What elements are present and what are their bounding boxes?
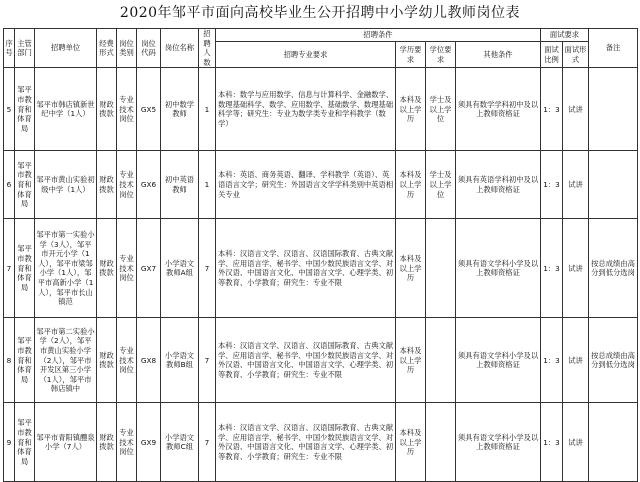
cell-seq: 6	[4, 151, 15, 219]
cell-dept: 邹平市教育和体育局	[15, 151, 35, 219]
header-interview: 面试要求	[541, 29, 589, 42]
header-ratio: 面试比例	[541, 41, 563, 68]
cell-seq: 9	[4, 403, 15, 482]
cell-fund: 财政拨款	[97, 68, 117, 151]
cell-position-name: 小学语文教师B组	[161, 318, 199, 403]
table-body	[4, 68, 638, 482]
cell-fund: 财政拨款	[97, 318, 117, 403]
table-row	[4, 68, 638, 151]
cell-fund: 财政拨款	[97, 403, 117, 482]
cell-ratio: 1：3	[541, 219, 563, 318]
cell-seq: 7	[4, 219, 15, 318]
cell-ratio: 1：3	[541, 318, 563, 403]
cell-other: 须具有数学学科初中及以上教师资格证	[456, 68, 541, 151]
cell-code: GX5	[137, 68, 161, 151]
cell-form: 试讲	[563, 151, 589, 219]
cell-code: GX6	[137, 151, 161, 219]
job-position-table	[3, 28, 638, 482]
cell-fund: 财政拨款	[97, 151, 117, 219]
cell-code: GX8	[137, 318, 161, 403]
cell-other: 须具有语文学科小学及以上教师资格证	[456, 318, 541, 403]
cell-unit: 邹平市韩店镇新世纪中学（1人）	[35, 68, 97, 151]
cell-remark	[589, 68, 638, 151]
cell-form: 试讲	[563, 318, 589, 403]
cell-position-name: 初中数学教师	[161, 68, 199, 151]
cell-seq: 5	[4, 68, 15, 151]
cell-remark: 按总成绩由高分到低分选岗	[589, 219, 638, 318]
cell-position-name: 初中英语教师	[161, 151, 199, 219]
cell-category: 专业技术岗位	[117, 219, 137, 318]
cell-other: 须具有语文学科小学及以上教师资格证	[456, 403, 541, 482]
header-dept: 主管部门	[15, 29, 35, 68]
cell-degree	[426, 403, 456, 482]
cell-category: 专业技术岗位	[117, 68, 137, 151]
cell-seq: 8	[4, 318, 15, 403]
cell-unit: 邹平市第二实验小学（2人），邹平市黄山实验小学（2人），邹平市开发区第三小学（1人），邹平市韩店镇中	[35, 318, 97, 403]
cell-category: 专业技术岗位	[117, 318, 137, 403]
header-conditions: 招聘条件	[216, 29, 541, 42]
cell-ratio: 1：3	[541, 151, 563, 219]
table-row	[4, 219, 638, 318]
cell-education: 本科及以上学历	[396, 403, 426, 482]
cell-code: GX7	[137, 219, 161, 318]
cell-category: 专业技术岗位	[117, 151, 137, 219]
cell-category: 专业技术岗位	[117, 403, 137, 482]
header-form: 面试形式	[563, 41, 589, 68]
cell-ratio: 1：3	[541, 68, 563, 151]
cell-ratio: 1：3	[541, 403, 563, 482]
cell-major: 本科：数学与应用数学、信息与计算科学、金融数学、数理基础科学、数学、应用数学、基础数学、数理基础科学等；研究生：专业为数学类专业和学科教学（数学）	[216, 68, 396, 151]
cell-form: 试讲	[563, 68, 589, 151]
cell-other: 须具有英语学科初中及以上教师资格证	[456, 151, 541, 219]
cell-major: 本科：英语、商务英语、翻译、学科教学（英语）、英语语言文学；研究生：外国语言文学学科类别中英语相关专业	[216, 151, 396, 219]
cell-other: 须具有语文学科小学及以上教师资格证	[456, 219, 541, 318]
cell-remark: 按总成绩由高分到低分选岗	[589, 318, 638, 403]
cell-education: 本科及以上学历	[396, 68, 426, 151]
header-fund: 经费形式	[97, 29, 117, 68]
header-category: 岗位类别	[117, 29, 137, 68]
header-position-name: 岗位名称	[161, 29, 199, 68]
cell-degree	[426, 318, 456, 403]
header-count: 招聘人数	[199, 29, 216, 68]
cell-major: 本科：汉语言文学、汉语言、汉语国际教育、古典文献学、应用语言学、秘书学、中国少数民族语言文学、对外汉语、中国语言文化、中国语言文学、心理学类、初等教育、小学教育；研究生：专业不限	[216, 219, 396, 318]
header-code: 岗位代码	[137, 29, 161, 68]
cell-form: 试讲	[563, 403, 589, 482]
cell-education: 本科及以上学历	[396, 318, 426, 403]
header-major: 招聘专业要求	[216, 41, 396, 68]
cell-education: 本科及以上学历	[396, 219, 426, 318]
table-row	[4, 318, 638, 403]
cell-count: 1	[199, 151, 216, 219]
cell-degree: 学士及以上学位	[426, 68, 456, 151]
header-education: 学历要求	[396, 41, 426, 68]
cell-code: GX9	[137, 403, 161, 482]
header-unit: 招聘单位	[35, 29, 97, 68]
cell-degree	[426, 219, 456, 318]
cell-count: 7	[199, 219, 216, 318]
header-seq: 序号	[4, 29, 15, 68]
cell-position-name: 小学语文教师C组	[161, 403, 199, 482]
page-title: 2020年邹平市面向高校毕业生公开招聘中小学幼儿教师岗位表	[119, 5, 521, 21]
table-header	[4, 29, 638, 68]
cell-dept: 邹平市教育和体育局	[15, 68, 35, 151]
table-row	[4, 151, 638, 219]
header-remark: 备注	[589, 29, 638, 68]
cell-form: 试讲	[563, 219, 589, 318]
cell-position-name: 小学语文教师A组	[161, 219, 199, 318]
cell-major: 本科：汉语言文学、汉语言、汉语国际教育、古典文献学、应用语言学、秘书学、中国少数民族语言文学、对外汉语、中国语言文化、中国语言文学、心理学类、初等教育、小学教育；研究生：专业不限	[216, 318, 396, 403]
cell-count: 7	[199, 403, 216, 482]
cell-major: 本科：汉语言文学、汉语言、汉语国际教育、古典文献学、应用语言学、秘书学、中国少数民族语言文学、对外汉语、中国语言文化、中国语言文学、心理学类、初等教育、小学教育；研究生：专业不限	[216, 403, 396, 482]
table-row	[4, 403, 638, 482]
cell-dept: 邹平市教育和体育局	[15, 219, 35, 318]
cell-count: 7	[199, 318, 216, 403]
header-degree: 学位要求	[426, 41, 456, 68]
cell-dept: 邹平市教育和体育局	[15, 403, 35, 482]
cell-remark	[589, 151, 638, 219]
header-other: 其他条件	[456, 41, 541, 68]
cell-dept: 邹平市教育和体育局	[15, 318, 35, 403]
cell-unit: 邹平市第一实验小学（3人），邹平市开元小学（1人），邹平市梁邹小学（1人），邹平市高新小学（1人），邹平市长山镇范	[35, 219, 97, 318]
cell-fund: 财政拨款	[97, 219, 117, 318]
cell-unit: 邹平市黄山实验初级中学（1人）	[35, 151, 97, 219]
cell-education: 本科及以上学历	[396, 151, 426, 219]
cell-count: 1	[199, 68, 216, 151]
cell-remark	[589, 403, 638, 482]
cell-unit: 邹平市青阳镇醴泉小学（7人）	[35, 403, 97, 482]
cell-degree: 学士及以上学位	[426, 151, 456, 219]
